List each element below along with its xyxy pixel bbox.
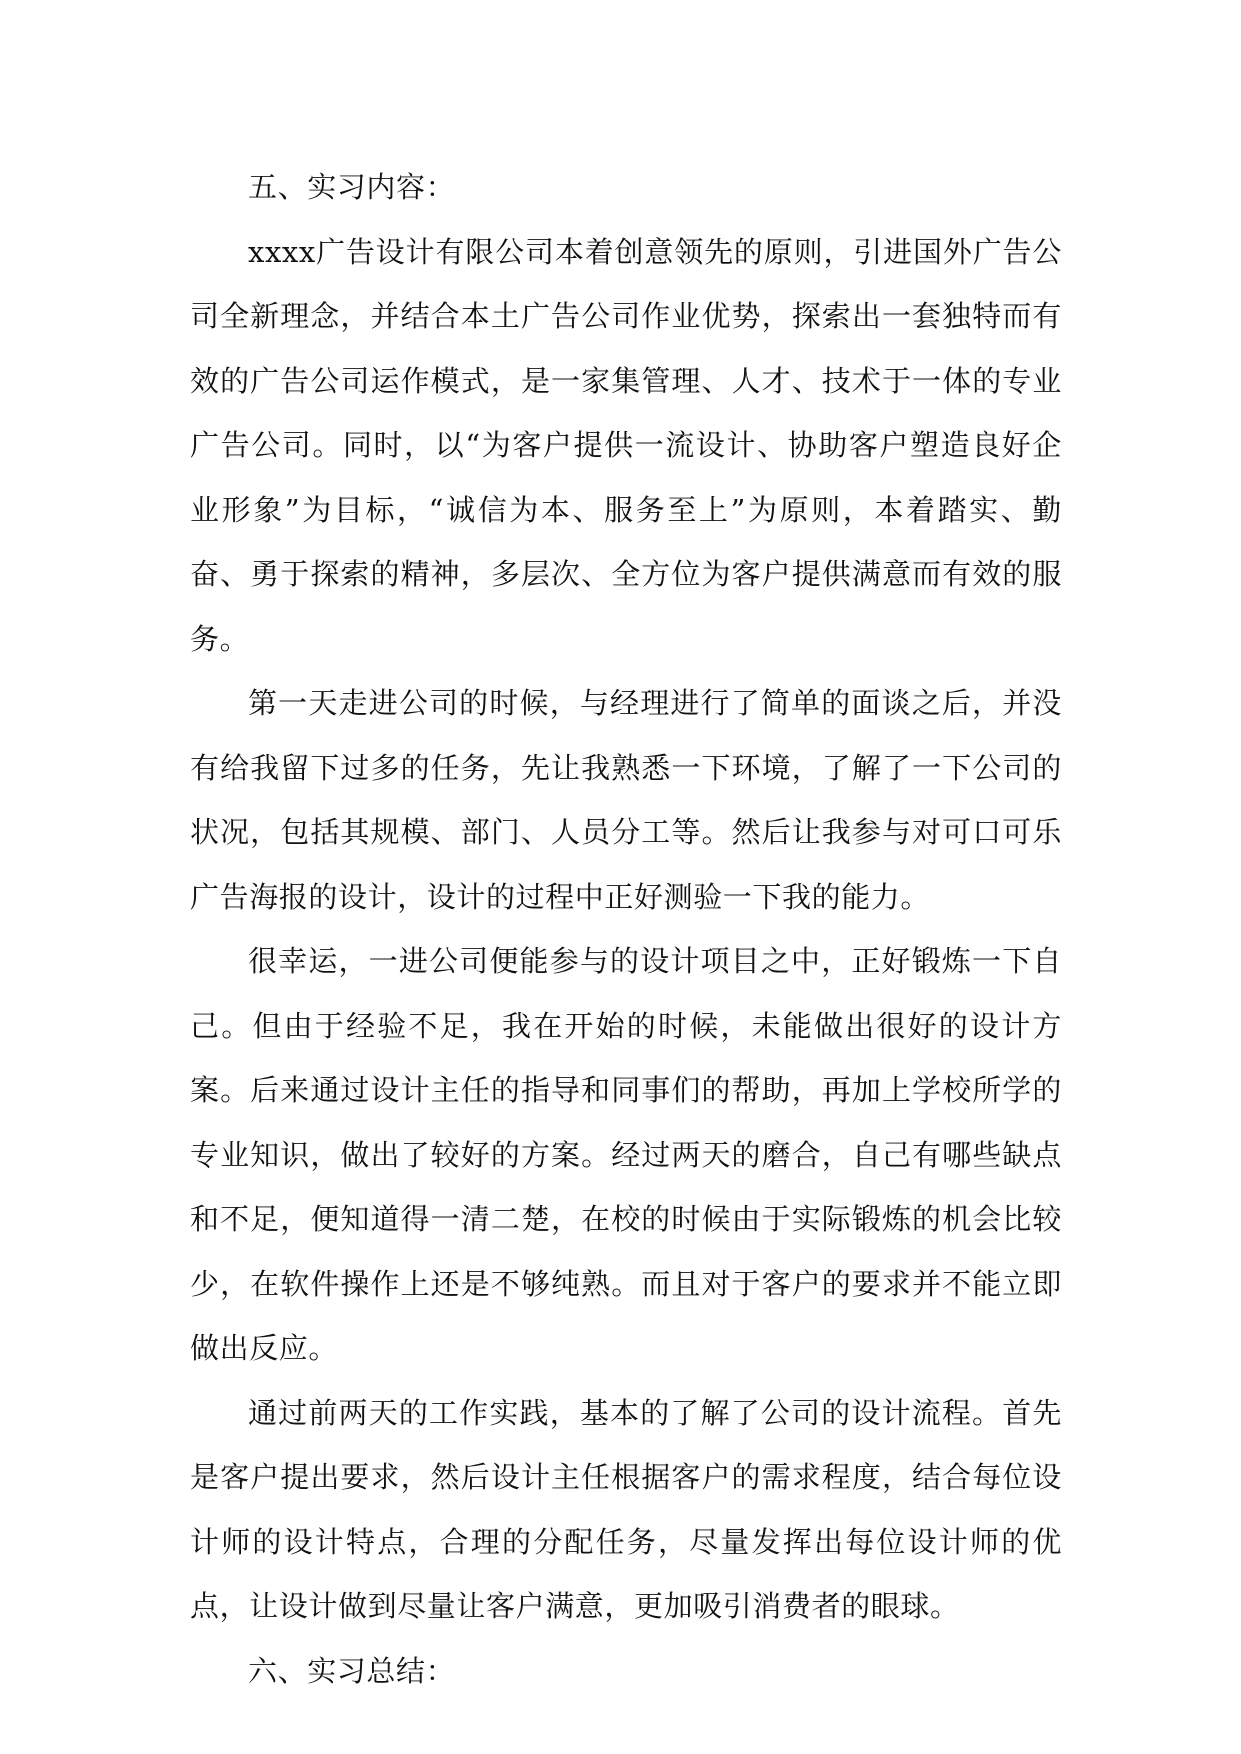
paragraph-design-process: 通过前两天的工作实践，基本的了解了公司的设计流程。首先是客户提出要求，然后设计主任根据客户的需求程度，结合每位设计师的设计特点，合理的分配任务，尽量发挥出每位设计师的优点，让设计做到尽量让客户满意，更加吸引消费者的眼球。 <box>190 1395 1062 1623</box>
section-heading-internship-content: 五、实习内容： <box>248 170 456 204</box>
section-heading-internship-summary: 六、实习总结： <box>248 1653 456 1688</box>
paragraph-first-day: 第一天走进公司的时候，与经理进行了简单的面谈之后，并没有给我留下过多的任务，先让我熟悉一下环境，了解了一下公司的状况，包括其规模、部门、人员分工等。然后让我参与对可口可乐广告海报的设计，设计的过程中正好测验一下我的能力。 <box>190 686 1062 914</box>
paragraph-company-intro: xxxx广告设计有限公司本着创意领先的原则，引进国外广告公司全新理念，并结合本土广告公司作业优势，探索出一套独特而有效的广告公司运作模式，是一家集管理、人才、技术于一体的专业广告公司。同时，以“为客户提供一流设计、协助客户塑造良好企业形象”为目标，“诚信为本、服务至上”为原则，本着踏实、勤奋、勇于探索的精神，多层次、全方位为客户提供满意而有效的服务。 <box>190 234 1062 656</box>
paragraph-lucky-project: 很幸运，一进公司便能参与的设计项目之中，正好锻炼一下自己。但由于经验不足，我在开始的时候，未能做出很好的设计方案。后来通过设计主任的指导和同事们的帮助，再加上学校所学的专业知识，做出了较好的方案。经过两天的磨合，自己有哪些缺点和不足，便知道得一清二楚，在校的时候由于实际锻炼的机会比较少，在软件操作上还是不够纯熟。而且对于客户的要求并不能立即做出反应。 <box>190 944 1062 1365</box>
document-body <box>190 155 1062 1703</box>
